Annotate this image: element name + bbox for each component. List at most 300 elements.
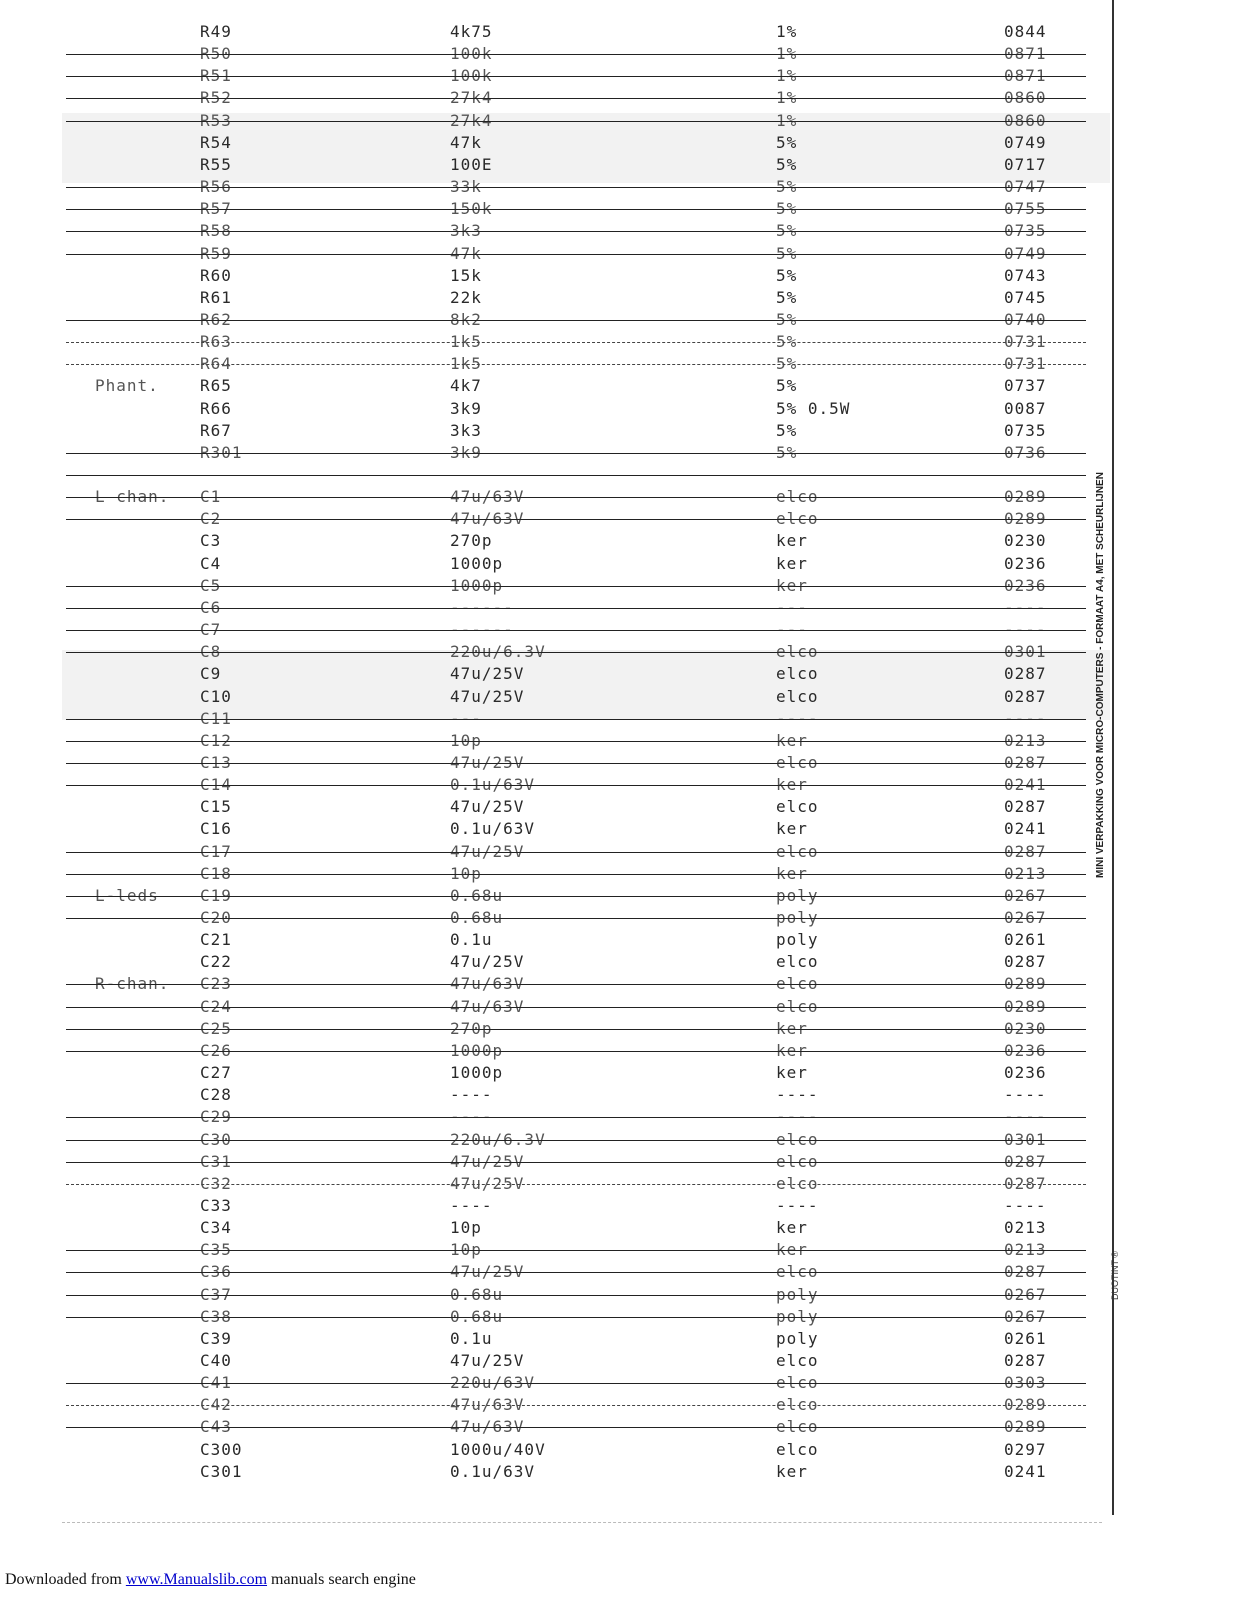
part-reference: C18	[200, 863, 232, 883]
table-row	[0, 1284, 1100, 1306]
part-type: elco	[776, 1395, 819, 1415]
part-code: 0289	[1004, 974, 1047, 994]
table-row	[0, 442, 1100, 464]
part-code: 0297	[1004, 1439, 1047, 1459]
part-reference: C9	[200, 664, 222, 684]
part-code: 0236	[1004, 575, 1047, 595]
part-type: ker	[776, 1063, 808, 1083]
part-type: poly	[776, 885, 819, 905]
table-row	[0, 973, 1100, 995]
group-label: R-chan.	[95, 974, 170, 994]
part-type: elco	[776, 752, 819, 772]
part-code: 0749	[1004, 132, 1047, 152]
part-type: 5%	[776, 243, 798, 263]
part-value: 4k75	[450, 22, 493, 41]
part-type: elco	[776, 952, 819, 972]
table-row	[0, 43, 1100, 65]
part-code: 0287	[1004, 797, 1047, 817]
part-value: ----	[450, 1195, 493, 1215]
part-value: ------	[450, 620, 514, 640]
part-type: 5%	[776, 199, 798, 219]
part-code: 0236	[1004, 1040, 1047, 1060]
group-label: L chan.	[95, 487, 170, 507]
table-row	[0, 1195, 1100, 1217]
part-reference: C17	[200, 841, 232, 861]
part-value: 47u/63V	[450, 996, 525, 1016]
part-reference: C38	[200, 1306, 232, 1326]
table-row	[0, 1106, 1100, 1128]
part-type: ---	[776, 620, 808, 640]
part-type: 5%	[776, 442, 798, 462]
part-value: 0.1u/63V	[450, 775, 536, 795]
part-code: 0261	[1004, 930, 1047, 950]
part-reference: C27	[200, 1063, 232, 1083]
part-reference: R59	[200, 243, 232, 263]
part-code: 0087	[1004, 398, 1047, 418]
part-reference: R56	[200, 177, 232, 197]
part-value: 8k2	[450, 309, 482, 329]
part-type: ----	[776, 1195, 819, 1215]
part-reference: R64	[200, 354, 232, 374]
table-row	[0, 530, 1100, 552]
part-value: 47u/63V	[450, 487, 525, 507]
part-code: 0236	[1004, 1063, 1047, 1083]
part-reference: R65	[200, 376, 232, 396]
part-value: ------	[450, 597, 514, 617]
part-reference: R58	[200, 221, 232, 241]
part-reference: C14	[200, 775, 232, 795]
part-value: 47u/63V	[450, 1395, 525, 1415]
part-type: elco	[776, 509, 819, 529]
table-row	[0, 796, 1100, 818]
part-value: 27k4	[450, 88, 493, 108]
part-value: 220u/6.3V	[450, 642, 546, 662]
part-reference: C32	[200, 1173, 232, 1193]
part-code: 0287	[1004, 952, 1047, 972]
table-row	[0, 619, 1100, 641]
part-reference: C23	[200, 974, 232, 994]
part-code: 0236	[1004, 553, 1047, 573]
part-reference: C3	[200, 531, 222, 551]
part-code: 0261	[1004, 1328, 1047, 1348]
part-reference: C15	[200, 797, 232, 817]
part-code: 0213	[1004, 730, 1047, 750]
part-reference: R55	[200, 154, 232, 174]
table-row	[0, 863, 1100, 885]
part-value: 47k	[450, 132, 482, 152]
table-row	[0, 575, 1100, 597]
part-code: 0745	[1004, 287, 1047, 307]
part-reference: C5	[200, 575, 222, 595]
part-type: ----	[776, 708, 819, 728]
table-row	[0, 774, 1100, 796]
part-value: ----	[450, 1085, 493, 1105]
part-value: 4k7	[450, 376, 482, 396]
part-value: 47u/25V	[450, 752, 525, 772]
part-type: ker	[776, 553, 808, 573]
part-type: 5%	[776, 309, 798, 329]
part-code: 0743	[1004, 265, 1047, 285]
part-value: 1k5	[450, 332, 482, 352]
table-row	[0, 265, 1100, 287]
table-row	[0, 1261, 1100, 1283]
part-type: 5%	[776, 420, 798, 440]
part-type: elco	[776, 797, 819, 817]
part-type: ker	[776, 1240, 808, 1260]
manualslib-link[interactable]: www.Manualslib.com	[125, 1571, 268, 1588]
part-type: ker	[776, 863, 808, 883]
part-code: 0287	[1004, 1151, 1047, 1171]
table-row	[0, 287, 1100, 309]
part-reference: C39	[200, 1328, 232, 1348]
part-type: 5%	[776, 177, 798, 197]
part-type: 5%	[776, 376, 798, 396]
part-reference: R53	[200, 110, 232, 130]
part-value: 33k	[450, 177, 482, 197]
part-type: 5% 0.5W	[776, 398, 851, 418]
table-row	[0, 398, 1100, 420]
part-value: 47u/25V	[450, 686, 525, 706]
table-row	[0, 87, 1100, 109]
part-code: 0731	[1004, 354, 1047, 374]
part-reference: C42	[200, 1395, 232, 1415]
part-value: 3k9	[450, 442, 482, 462]
part-reference: C300	[200, 1439, 243, 1459]
part-reference: C33	[200, 1195, 232, 1215]
part-value: 3k3	[450, 420, 482, 440]
part-value: 22k	[450, 287, 482, 307]
table-row	[0, 176, 1100, 198]
part-value: 47u/25V	[450, 952, 525, 972]
part-value: 0.68u	[450, 885, 504, 905]
part-code: 0737	[1004, 376, 1047, 396]
part-value: 1000p	[450, 553, 504, 573]
part-type: poly	[776, 1306, 819, 1326]
part-reference: C37	[200, 1284, 232, 1304]
part-reference: C43	[200, 1417, 232, 1437]
part-type: elco	[776, 841, 819, 861]
part-code: 0289	[1004, 487, 1047, 507]
part-value: 0.68u	[450, 1284, 504, 1304]
part-value: 0.1u/63V	[450, 819, 536, 839]
part-type: ker	[776, 1461, 808, 1481]
table-row	[0, 464, 1100, 486]
part-value: 0.68u	[450, 1306, 504, 1326]
brand-mark: DUOTINT ®	[1110, 1251, 1120, 1300]
table-row	[0, 885, 1100, 907]
part-code: 0241	[1004, 775, 1047, 795]
part-type: 1%	[776, 66, 798, 86]
part-reference: C31	[200, 1151, 232, 1171]
part-code: 0736	[1004, 442, 1047, 462]
table-row	[0, 154, 1100, 176]
table-row	[0, 508, 1100, 530]
table-row	[0, 1084, 1100, 1106]
part-value: 1000p	[450, 1040, 504, 1060]
table-row	[0, 1328, 1100, 1350]
part-value: 220u/6.3V	[450, 1129, 546, 1149]
part-value: 0.68u	[450, 908, 504, 927]
part-reference: C30	[200, 1129, 232, 1149]
table-row	[0, 907, 1100, 929]
part-value: 47u/25V	[450, 797, 525, 817]
part-type: elco	[776, 1373, 819, 1393]
part-reference: C40	[200, 1351, 232, 1370]
part-reference: C301	[200, 1461, 243, 1481]
part-value: 47u/63V	[450, 974, 525, 994]
part-code: 0747	[1004, 177, 1047, 197]
part-reference: C16	[200, 819, 232, 839]
table-row	[0, 841, 1100, 863]
part-code: 0289	[1004, 996, 1047, 1016]
part-value: 47u/25V	[450, 1151, 525, 1171]
part-type: 1%	[776, 22, 798, 41]
part-type: 1%	[776, 110, 798, 130]
table-row	[0, 553, 1100, 575]
part-value: 3k9	[450, 398, 482, 418]
part-code: 0287	[1004, 841, 1047, 861]
table-row	[0, 1306, 1100, 1328]
part-type: ---	[776, 597, 808, 617]
part-value: 100k	[450, 44, 493, 64]
part-type: 5%	[776, 132, 798, 152]
table-row	[0, 1040, 1100, 1062]
part-reference: C25	[200, 1018, 232, 1038]
part-code: ----	[1004, 1085, 1047, 1105]
part-value: 1000p	[450, 575, 504, 595]
table-row	[0, 1217, 1100, 1239]
table-row	[0, 996, 1100, 1018]
part-reference: R54	[200, 132, 232, 152]
part-type: elco	[776, 664, 819, 684]
part-type: elco	[776, 487, 819, 507]
part-reference: R301	[200, 442, 243, 462]
table-row	[0, 243, 1100, 265]
part-value: 0.1u/63V	[450, 1461, 536, 1481]
table-row	[0, 1129, 1100, 1151]
part-code: 0287	[1004, 686, 1047, 706]
tear-line	[62, 1522, 1102, 1523]
part-code: 0871	[1004, 44, 1047, 64]
part-type: poly	[776, 1328, 819, 1348]
part-code: 0287	[1004, 1351, 1047, 1370]
part-value: 15k	[450, 265, 482, 285]
part-value: 47u/25V	[450, 1351, 525, 1370]
part-type: elco	[776, 686, 819, 706]
part-code: 0230	[1004, 531, 1047, 551]
part-type: elco	[776, 996, 819, 1016]
table-row	[0, 1173, 1100, 1195]
part-reference: C11	[200, 708, 232, 728]
table-row	[0, 929, 1100, 951]
part-reference: C10	[200, 686, 232, 706]
part-code: 0241	[1004, 1461, 1047, 1481]
part-value: 100E	[450, 154, 493, 174]
part-type: ker	[776, 775, 808, 795]
part-type: poly	[776, 930, 819, 950]
table-row	[0, 686, 1100, 708]
part-type: ker	[776, 730, 808, 750]
part-value: 1000p	[450, 1063, 504, 1083]
part-reference: R62	[200, 309, 232, 329]
part-value: 47u/63V	[450, 509, 525, 529]
table-row	[0, 331, 1100, 353]
part-code: 0230	[1004, 1018, 1047, 1038]
part-type: ker	[776, 819, 808, 839]
part-reference: C24	[200, 996, 232, 1016]
table-row	[0, 110, 1100, 132]
part-reference: C12	[200, 730, 232, 750]
part-reference: R63	[200, 332, 232, 352]
group-label: L-leds	[95, 885, 159, 905]
part-type: 1%	[776, 44, 798, 64]
part-reference: R66	[200, 398, 232, 418]
part-reference: R51	[200, 66, 232, 86]
table-row	[0, 198, 1100, 220]
part-reference: C28	[200, 1085, 232, 1105]
part-type: ker	[776, 1040, 808, 1060]
table-row	[0, 1062, 1100, 1084]
part-type: elco	[776, 1417, 819, 1437]
part-value: 27k4	[450, 110, 493, 130]
part-value: 100k	[450, 66, 493, 86]
part-type: elco	[776, 1439, 819, 1459]
part-value: 10p	[450, 730, 482, 750]
part-code: 0740	[1004, 309, 1047, 329]
part-code: 0287	[1004, 664, 1047, 684]
part-type: ----	[776, 1085, 819, 1105]
table-row	[0, 1151, 1100, 1173]
table-row	[0, 220, 1100, 242]
part-code: 0213	[1004, 1218, 1047, 1238]
part-type: elco	[776, 1151, 819, 1171]
part-code: 0749	[1004, 243, 1047, 263]
part-reference: C1	[200, 487, 222, 507]
part-code: 0717	[1004, 154, 1047, 174]
part-value: 47u/25V	[450, 841, 525, 861]
part-type: ker	[776, 1218, 808, 1238]
part-code: 0289	[1004, 1395, 1047, 1415]
table-row	[0, 1439, 1100, 1461]
table-row	[0, 309, 1100, 331]
part-type: elco	[776, 1173, 819, 1193]
table-row	[0, 752, 1100, 774]
part-type: elco	[776, 642, 819, 662]
part-code: 0735	[1004, 420, 1047, 440]
footer-suffix: manuals search engine	[271, 1571, 416, 1588]
part-reference: C21	[200, 930, 232, 950]
part-code: 0287	[1004, 1173, 1047, 1193]
part-code: 0735	[1004, 221, 1047, 241]
part-reference: R67	[200, 420, 232, 440]
part-code: ----	[1004, 1195, 1047, 1215]
table-row	[0, 1461, 1100, 1483]
part-reference: C8	[200, 642, 222, 662]
part-type: ker	[776, 1018, 808, 1038]
part-reference: R61	[200, 287, 232, 307]
part-value: 10p	[450, 863, 482, 883]
part-type: 5%	[776, 354, 798, 374]
part-code: 0213	[1004, 863, 1047, 883]
part-code: ----	[1004, 708, 1047, 728]
part-value: 270p	[450, 531, 493, 551]
part-value: 47u/63V	[450, 1417, 525, 1437]
part-value: 10p	[450, 1218, 482, 1238]
part-value: ---	[450, 708, 482, 728]
part-type: elco	[776, 974, 819, 994]
part-value: 0.1u	[450, 930, 493, 950]
part-reference: R52	[200, 88, 232, 108]
table-row	[0, 420, 1100, 442]
part-reference: C20	[200, 908, 232, 927]
table-row	[0, 1394, 1100, 1416]
part-reference: R60	[200, 265, 232, 285]
part-code: 0289	[1004, 1417, 1047, 1437]
part-type: ----	[776, 1107, 819, 1127]
part-code: 0287	[1004, 752, 1047, 772]
part-code: 0844	[1004, 22, 1047, 41]
table-row	[0, 21, 1100, 43]
part-code: 0267	[1004, 885, 1047, 905]
table-row	[0, 132, 1100, 154]
table-row	[0, 1350, 1100, 1372]
part-type: elco	[776, 1129, 819, 1149]
part-value: 10p	[450, 1240, 482, 1260]
part-reference: C7	[200, 620, 222, 640]
part-reference: C36	[200, 1262, 232, 1282]
part-type: 5%	[776, 154, 798, 174]
part-code: 0267	[1004, 1306, 1047, 1326]
part-reference: C13	[200, 752, 232, 772]
part-type: ker	[776, 531, 808, 551]
part-code: 0267	[1004, 908, 1047, 927]
part-type: elco	[776, 1351, 819, 1370]
part-value: 220u/63V	[450, 1373, 536, 1393]
part-value: 47u/25V	[450, 1173, 525, 1193]
part-code: 0241	[1004, 819, 1047, 839]
part-reference: R57	[200, 199, 232, 219]
part-reference: C29	[200, 1107, 232, 1127]
part-reference: C35	[200, 1240, 232, 1260]
part-value: 47u/25V	[450, 664, 525, 684]
table-row	[0, 1239, 1100, 1261]
footer	[5, 1571, 416, 1589]
part-code: 0860	[1004, 110, 1047, 130]
part-value: 1000u/40V	[450, 1439, 546, 1459]
part-value: 270p	[450, 1018, 493, 1038]
part-value: ----	[450, 1107, 493, 1127]
part-type: elco	[776, 1262, 819, 1282]
part-type: 1%	[776, 88, 798, 108]
part-value: 150k	[450, 199, 493, 219]
part-code: 0301	[1004, 1129, 1047, 1149]
part-type: poly	[776, 1284, 819, 1304]
part-value: 47u/25V	[450, 1262, 525, 1282]
table-row	[0, 663, 1100, 685]
margin-caption: MINI VERPAKKING VOOR MICRO-COMPUTERS - FORMAAT A4, MET SCHEURLIJNEN	[1095, 472, 1106, 878]
part-code: 0287	[1004, 1262, 1047, 1282]
part-type: ker	[776, 575, 808, 595]
part-reference: C2	[200, 509, 222, 529]
part-reference: C26	[200, 1040, 232, 1060]
part-reference: C22	[200, 952, 232, 972]
table-row	[0, 375, 1100, 397]
table-row	[0, 1018, 1100, 1040]
part-code: 0267	[1004, 1284, 1047, 1304]
table-row	[0, 708, 1100, 730]
part-type: 5%	[776, 221, 798, 241]
part-reference: C41	[200, 1373, 232, 1393]
